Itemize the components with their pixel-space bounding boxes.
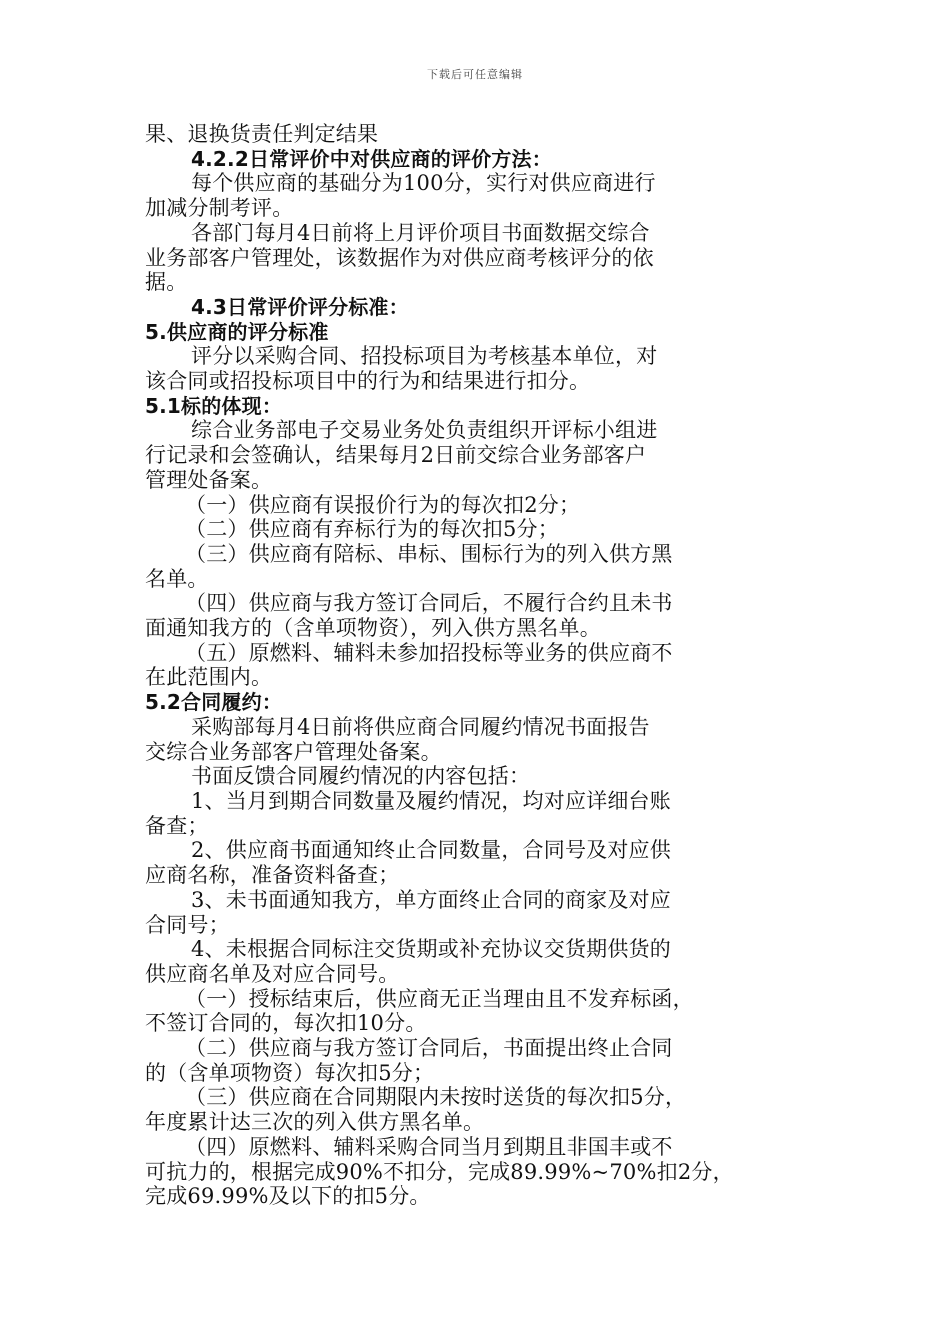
- text-line: 在此范围内。: [145, 665, 273, 690]
- text-line: 面通知我方的（含单项物资），列入供方黑名单。: [145, 616, 601, 641]
- text-line: 年度累计达三次的列入供方黑名单。: [145, 1110, 485, 1135]
- text-line: 合同号；: [145, 912, 230, 937]
- text-line: 各部门每月4日前将上月评价项目书面数据交综合: [191, 220, 650, 245]
- text-line: 业务部客户管理处，该数据作为对供应商考核评分的依: [145, 245, 654, 270]
- list-item: （一）供应商有误报价行为的每次扣2分；: [185, 492, 581, 517]
- text-line: 不签订合同的，每次扣10分。: [145, 1011, 427, 1036]
- list-item: （三）供应商在合同期限内未按时送货的每次扣5分，: [185, 1085, 687, 1110]
- text-line: 每个供应商的基础分为100分，实行对供应商进行: [191, 171, 656, 196]
- text-line: 完成69.99%及以下的扣5分。: [145, 1184, 431, 1209]
- list-item: （三）供应商有陪标、串标、围标行为的列入供方黑: [185, 541, 673, 566]
- list-item: 4、未根据合同标注交货期或补充协议交货期供货的: [191, 937, 671, 962]
- document-body: [145, 122, 765, 1209]
- list-item: （一）授标结束后，供应商无正当理由且不发弃标函，: [185, 986, 694, 1011]
- text-line: 交综合业务部客户管理处备案。: [145, 739, 442, 764]
- text-line: 名单。: [145, 566, 209, 591]
- text-line: 供应商名单及对应合同号。: [145, 961, 400, 986]
- list-item: 2、供应商书面通知终止合同数量，合同号及对应供: [191, 838, 671, 863]
- list-item: （二）供应商与我方签订合同后，书面提出终止合同: [185, 1036, 673, 1061]
- list-item: （四）供应商与我方签订合同后，不履行合约且未书: [185, 591, 673, 616]
- list-item: （五）原燃料、辅料未参加招投标等业务的供应商不: [185, 640, 673, 665]
- list-item: （四）原燃料、辅料采购合同当月到期且非国丰或不: [185, 1134, 673, 1159]
- text-line: 管理处备案。: [145, 467, 273, 492]
- text-line: 评分以采购合同、招投标项目为考核基本单位，对: [191, 344, 658, 369]
- list-item: 1、当月到期合同数量及履约情况，均对应详细台账: [191, 788, 671, 813]
- section-heading: 4.2.2日常评价中对供应商的评价方法：: [191, 146, 552, 171]
- text-line: 加减分制考评。: [145, 196, 294, 221]
- text-line: 据。: [145, 270, 188, 295]
- text-line: 采购部每月4日前将供应商合同履约情况书面报告: [191, 714, 650, 739]
- section-heading: 5.2合同履约：: [145, 690, 283, 715]
- text-line: 该合同或招投标项目中的行为和结果进行扣分。: [145, 369, 591, 394]
- list-item: （二）供应商有弃标行为的每次扣5分；: [185, 517, 559, 542]
- text-line: 果、退换货责任判定结果: [145, 122, 379, 146]
- section-heading: 4.3日常评价评分标准：: [191, 294, 409, 319]
- section-heading: 5.1标的体现：: [145, 393, 283, 418]
- text-line: 可抗力的，根据完成90%不扣分，完成89.99%~70%扣2分，: [145, 1159, 734, 1184]
- text-line: 书面反馈合同履约情况的内容包括：: [191, 764, 531, 789]
- text-line: 的（含单项物资）每次扣5分；: [145, 1060, 435, 1085]
- page-header-note: 下载后可任意编辑: [427, 68, 523, 81]
- text-line: 综合业务部电子交易业务处负责组织开评标小组进: [191, 418, 658, 443]
- list-item: 3、未书面通知我方，单方面终止合同的商家及对应: [191, 887, 671, 912]
- section-heading: 5.供应商的评分标准: [145, 319, 329, 344]
- text-line: 应商名称，准备资料备查；: [145, 863, 400, 888]
- text-line: 备查；: [145, 813, 209, 838]
- text-line: 行记录和会签确认，结果每月2日前交综合业务部客户: [145, 443, 647, 468]
